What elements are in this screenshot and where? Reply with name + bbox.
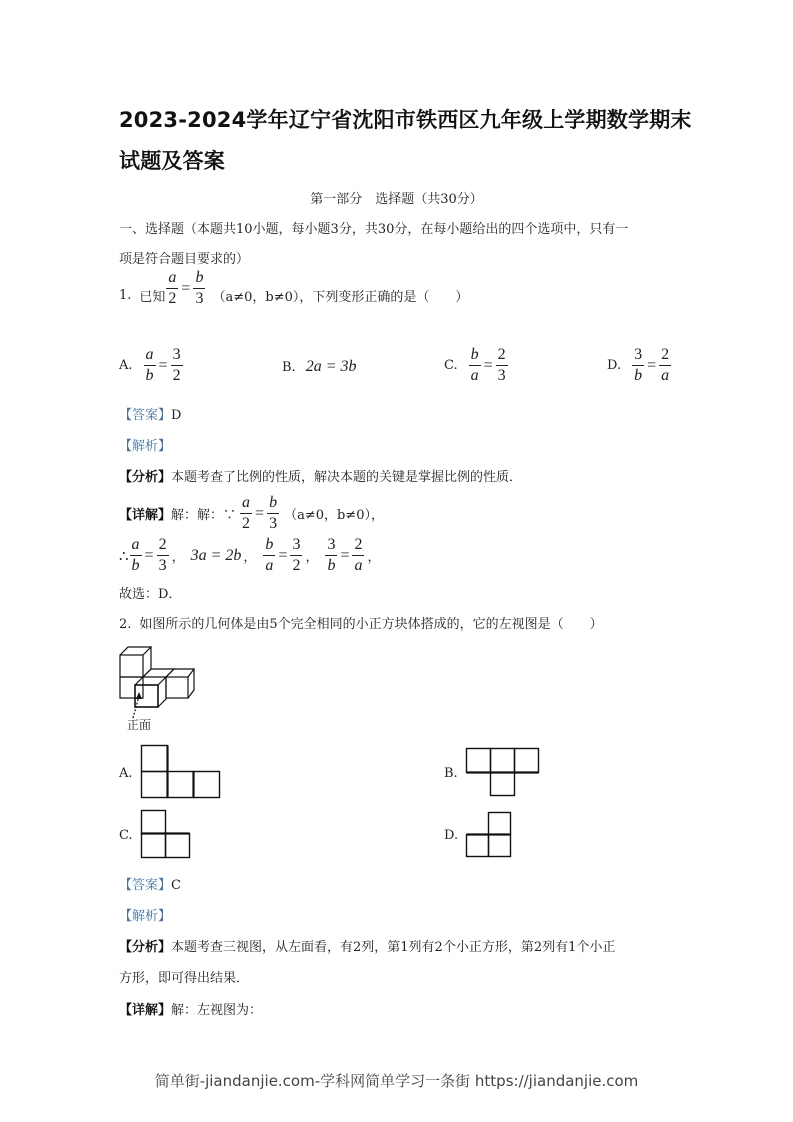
option-label: A. [119,358,133,373]
frac-numerator: a [144,347,156,366]
frac-numerator: 3 [171,347,183,366]
question-number: 1. [119,288,132,303]
q2-answer [119,874,181,893]
frac-numerator: 2 [496,347,508,366]
frac-numerator: a [130,537,142,556]
detail-given-equation: $\frac{a}{2}$ = $\frac{b}{3}$ [242,494,278,532]
frac-denominator: 3 [195,290,204,307]
q1-conclusion: 故选：D． [119,587,182,602]
option-b-expr: 2a = 3b [305,358,357,375]
section-intro-line2: 项是符合题目要求的） [119,252,250,267]
frac-denominator: b [131,557,140,574]
option-label: D. [607,358,622,373]
option-a-figure[interactable] [141,745,223,800]
therefore-symbol: ∴ [119,546,129,565]
frac-numerator: a [166,270,178,289]
question-prefix: 已知 [139,290,166,305]
document-title-line2: 试题及答案 [119,149,225,173]
answer-value: C [171,878,181,893]
frac-denominator: 3 [158,557,167,574]
option-c-figure[interactable] [141,810,193,860]
separator: ， [305,550,319,565]
frac-denominator: 2 [242,515,251,532]
fenxi-text: 本题考查了比例的性质，解决本题的关键是掌握比例的性质． [171,470,523,485]
q2-option-c-label[interactable]: C. [119,828,133,843]
detail-tag: 【详解】 [119,1003,172,1018]
question-number: 2. [119,617,132,632]
q2-fenxi-line1 [119,936,615,955]
step-4: $\frac{3}{b}$ = $\frac{2}{a}$ [327,536,363,574]
question-text: 如图所示的几何体是由5个完全相同的小正方块体搭成的，它的左视图是（ ） [139,617,603,632]
separator: ， [243,550,257,565]
detail-text: 解：左视图为： [171,1003,263,1018]
frac-numerator: 2 [659,347,671,366]
frac-denominator: a [265,557,274,574]
part-heading: 第一部分 选择题（共30分） [310,192,483,207]
step-3: $\frac{b}{a}$ = $\frac{3}{2}$ [265,536,301,574]
frac-denominator: a [470,367,479,384]
detail-condition: （a≠0，b≠0）， [284,508,384,523]
given-equation: $\frac{a}{2}$ = $\frac{b}{3}$ [168,269,204,307]
answer-tag: 【答案】 [119,408,172,423]
step-2: 3a = 2b [190,546,242,564]
frac-denominator: 2 [172,367,181,384]
q2-option-b-label[interactable]: B. [444,766,458,781]
q2-option-a-label[interactable]: A. [119,766,133,781]
frac-numerator: b [469,347,481,366]
question-condition: （a≠0，b≠0），下列变形正确的是（ ） [212,290,469,305]
frac-numerator: b [193,270,205,289]
section-intro-line1: 一、选择题（本题共10小题，每小题3分，共30分，在每小题给出的四个选项中，只有一 [119,222,629,237]
q2-detail [119,999,262,1018]
footer-watermark: 简单街-jiandanjie.com-学科网简单学习一条街 https://jiandanjie.com [154,1072,639,1090]
frac-numerator: 3 [632,347,644,366]
option-b-figure[interactable] [466,748,541,798]
frac-numerator: 2 [157,537,169,556]
detail-prefix: 解：解：∵ [171,508,237,523]
frac-denominator: 2 [292,557,301,574]
frac-denominator: b [634,367,643,384]
frac-denominator: b [145,367,154,384]
frac-numerator: 3 [325,537,337,556]
frac-denominator: 3 [269,515,278,532]
frac-denominator: a [661,367,670,384]
front-view-label: 正面 [127,718,152,732]
frac-denominator: 3 [497,367,506,384]
detail-tag: 【详解】 [119,508,172,523]
option-d-figure[interactable] [466,812,514,860]
q1-analysis-tag: 【解析】 [119,439,172,454]
option-label: B. [282,359,296,375]
frac-numerator: 2 [352,537,364,556]
frac-denominator: b [327,557,336,574]
step-1: $\frac{a}{b}$ = $\frac{2}{3}$ [131,536,167,574]
option-d-expr: $\frac{3}{b}$ = $\frac{2}{a}$ [634,346,670,384]
separator: ， [171,550,185,565]
option-a-expr: $\frac{a}{b}$ = $\frac{3}{2}$ [145,346,181,384]
frac-numerator: b [267,495,279,514]
frac-numerator: 3 [290,537,302,556]
fenxi-tag: 【分析】 [119,940,172,955]
q2-option-d-label[interactable]: D. [444,828,459,843]
option-label: C. [444,358,458,373]
q2-analysis-tag: 【解析】 [119,909,172,924]
frac-numerator: a [240,495,252,514]
fenxi-tag: 【分析】 [119,470,172,485]
answer-value: D [171,408,182,423]
q2-fenxi-line2: 方形，即可得出结果． [119,971,250,986]
separator: ， [367,550,381,565]
frac-denominator: 2 [168,290,177,307]
document-title-line1: 2023-2024学年辽宁省沈阳市铁西区九年级上学期数学期末 [119,108,692,132]
fenxi-text: 本题考查三视图，从左面看，有2列，第1列有2个小正方形，第2列有1个小正 [171,940,616,955]
frac-denominator: a [354,557,363,574]
frac-numerator: b [263,537,275,556]
answer-tag: 【答案】 [119,878,172,893]
option-c-expr: $\frac{b}{a}$ = $\frac{2}{3}$ [470,346,506,384]
